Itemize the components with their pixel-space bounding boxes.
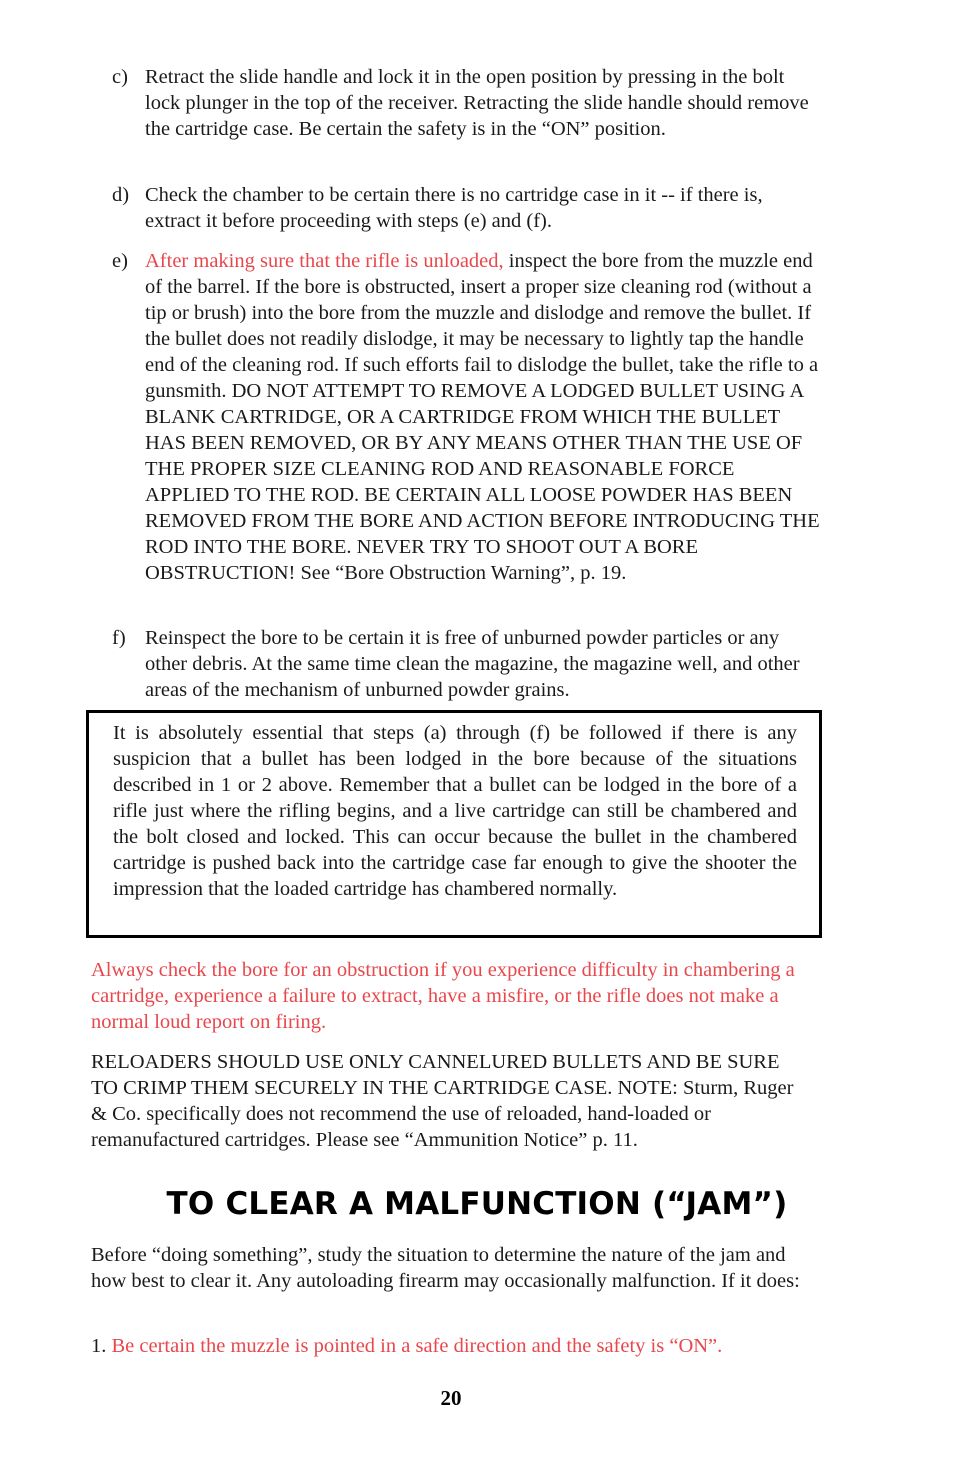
step-c (112, 64, 822, 142)
step-e-label: e) (112, 250, 128, 272)
step-f-text: Reinspect the bore to be certain it is free of unburned powder particles or any other debris. At the same time clean the magazine, the magazine well, and other areas of the mechanism of unburned powder grains. (145, 627, 800, 701)
step-e-text (145, 248, 822, 586)
step-d (112, 182, 822, 234)
section-intro: Before “doing something”, study the situation to determine the nature of the jam and how best to clear it. Any autoloading firearm may occasionally malfunction. If it does: (91, 1244, 800, 1292)
step-c-text: Retract the slide handle and lock it in the open position by pressing in the bolt lock plunger in the top of the receiver. Retracting the slide handle should remove the cartridge case. Be certain the safety is in the “ON” position. (145, 66, 809, 140)
step-e-warning: After making sure that the rifle is unloaded, (145, 250, 504, 272)
warning-box (86, 710, 822, 938)
step-f (112, 625, 822, 703)
section-heading: TO CLEAR A MALFUNCTION (“JAM”) (166, 1186, 788, 1222)
page-number: 20 (440, 1386, 462, 1410)
reloaders-note: RELOADERS SHOULD USE ONLY CANNELURED BULLETS AND BE SURE TO CRIMP THEM SECURELY IN THE CARTRIDGE CASE. NOTE: Sturm, Ruger & Co. specifically does not recommend the use of reloaded, hand-loaded or remanufactured cartridges. Please see “Ammunition Notice” p. 11. (91, 1051, 794, 1151)
step-e-instructions: inspect the bore from the muzzle end of the barrel. If the bore is obstructed, insert a proper size cleaning rod (without a tip or brush) into the bore from the muzzle and dislodge and remove the bullet. If the bullet does not readily dislodge, it may be necessary to lightly tap the handle end of the cleaning rod. If such efforts fail to dislodge the bullet, take the rifle to a gunsmith. DO NOT ATTEMPT TO REMOVE A LODGED BULLET USING A BLANK CARTRIDGE, OR A CARTRIDGE FROM WHICH THE BULLET HAS BEEN REMOVED, OR BY ANY MEANS OTHER THAN THE USE OF THE PROPER SIZE CLEANING ROD AND REASONABLE FORCE APPLIED TO THE ROD. BE CERTAIN ALL LOOSE POWDER HAS BEEN REMOVED FROM THE BORE AND ACTION BEFORE INTRODUCING THE ROD INTO THE BORE. NEVER TRY TO SHOOT OUT A BORE OBSTRUCTION! See “Bore Obstruction Warning”, p. 19. (145, 250, 820, 584)
step-1-text: Be certain the muzzle is pointed in a safe direction and the safety is “ON”. (111, 1335, 723, 1357)
step-c-label: c) (112, 66, 128, 88)
step-f-label: f) (112, 627, 126, 649)
warning-box-text: It is absolutely essential that steps (a) through (f) be followed if there is any suspicion that a bullet has been lodged in the bore because of the situations described in 1 or 2 above. Remember that a bullet can be lodged in the bore of a rifle just where the rifling begins, and a live cartridge can still be chambered and the bolt closed and locked. This can occur because the bullet in the chambered cartridge is pushed back into the cartridge case far enough to give the shooter the impression that the loaded cartridge has chambered normally. (113, 722, 797, 900)
step-e (112, 248, 822, 586)
step-d-label: d) (112, 184, 130, 206)
step-1 (91, 1333, 811, 1359)
obstruction-warning: Always check the bore for an obstruction if you experience difficulty in chambering a cartridge, experience a failure to extract, have a misfire, or the rifle does not make a normal loud report on firing. (91, 959, 795, 1033)
step-d-text: Check the chamber to be certain there is no cartridge case in it -- if there is, extract it before proceeding with steps (e) and (f). (145, 184, 763, 232)
step-1-number: 1. (91, 1335, 107, 1357)
